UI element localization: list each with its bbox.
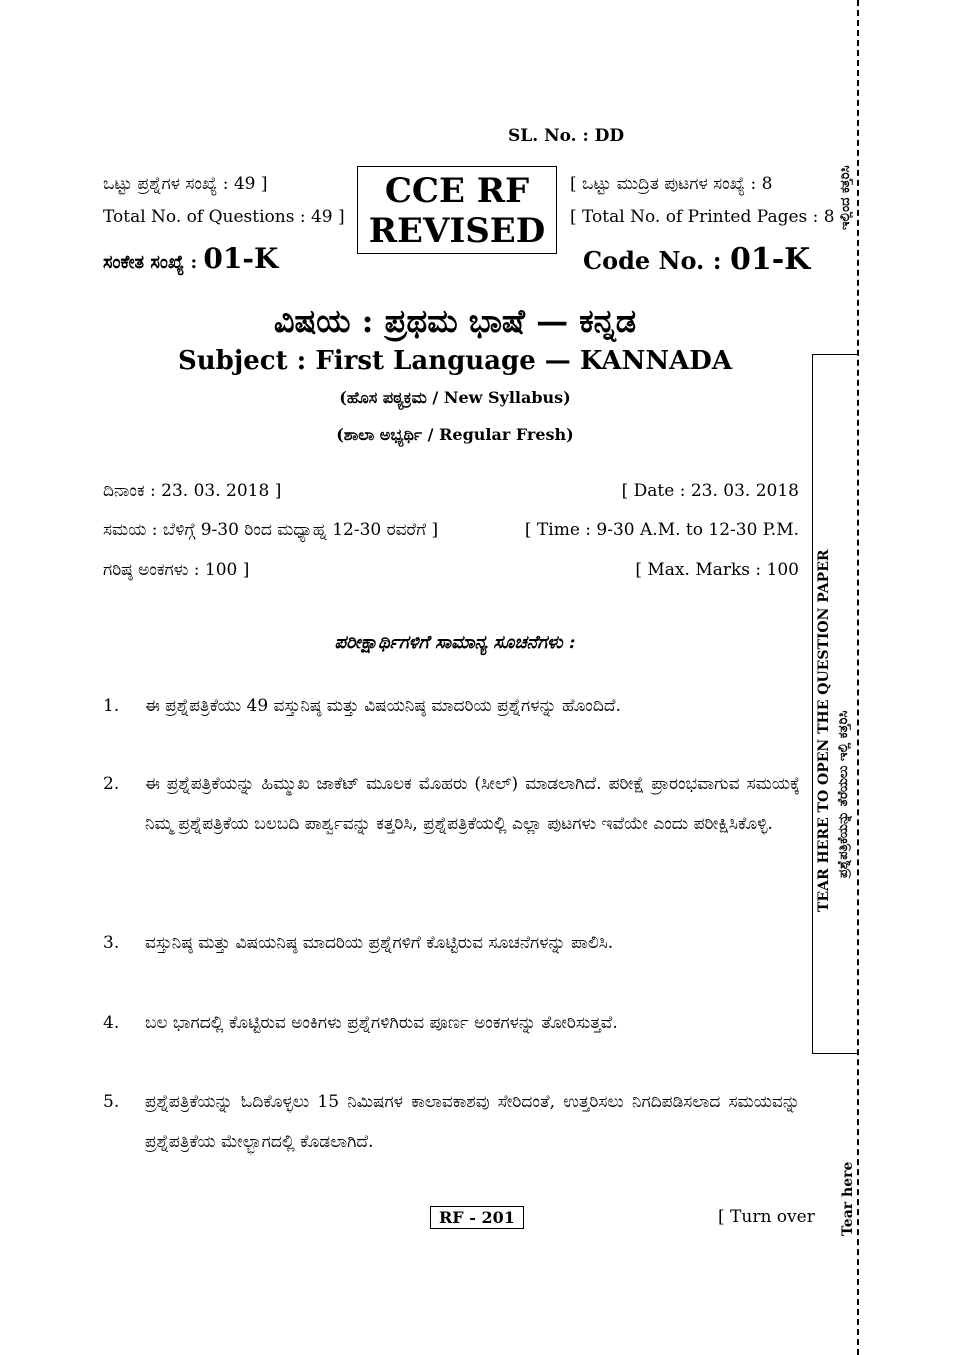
- total-pages-english: [ Total No. of Printed Pages : 8: [570, 207, 835, 227]
- syllabus-line: (ಹೊಸ ಪಠ್ಯಕ್ರಮ / New Syllabus): [339, 388, 571, 407]
- max-marks-english: [ Max. Marks : 100: [635, 560, 799, 580]
- tear-instruction-english: TEAR HERE TO OPEN THE QUESTION PAPER: [816, 549, 832, 912]
- instruction-number: 2.: [103, 774, 120, 794]
- paper-code-box: RF - 201: [430, 1206, 524, 1229]
- date-english: [ Date : 23. 03. 2018: [621, 481, 799, 501]
- instruction-number: 3.: [103, 933, 120, 953]
- code-value-kannada: 01-K: [203, 242, 279, 275]
- exam-title-line2: REVISED: [368, 211, 546, 251]
- serial-number: SL. No. : DD: [508, 126, 625, 146]
- instruction-text: ಈ ಪ್ರಶ್ನೆಪತ್ರಿಕೆಯನ್ನು ಹಿಮ್ಮುಖ ಜಾಕೆಟ್ ಮೂಲಕ ಮೊಹರು (ಸೀಲ್) ಮಾಡಲಾಗಿದೆ. ಪರೀಕ್ಷೆ ಪ್ರಾರಂಭವಾಗುವ ಸಮಯಕ್ಕೆ ನಿಮ್ಮ ಪ್ರಶ್ನೆಪತ್ರಿಕೆಯ ಬಲಬದಿ ಪಾರ್ಶ್ವವನ್ನು ಕತ್ತರಿಸಿ, ಪ್ರಶ್ನೆಪತ್ರಿಕೆಯಲ್ಲಿ ಎಲ್ಲಾ ಪುಟಗಳು ಇವೆಯೇ ಎಂದು ಪರೀಕ್ಷಿಸಿಕೊಳ್ಳಿ.: [145, 774, 800, 834]
- max-marks-kannada: ಗರಿಷ್ಠ ಅಂಕಗಳು : 100 ]: [103, 560, 250, 580]
- subject-kannada: ವಿಷಯ : ಪ್ರಥಮ ಭಾಷೆ — ಕನ್ನಡ: [273, 302, 637, 340]
- instruction-number: 1.: [103, 696, 120, 716]
- instruction-text: ಪ್ರಶ್ನೆಪತ್ರಿಕೆಯನ್ನು ಓದಿಕೊಳ್ಳಲು 15 ನಿಮಿಷಗಳ ಕಾಲಾವಕಾಶವು ಸೇರಿದಂತೆ, ಉತ್ತರಿಸಲು ನಿಗದಿಪಡಿಸಲಾದ ಸಮಯವನ್ನು ಪ್ರಶ್ನೆಪತ್ರಿಕೆಯ ಮೇಲ್ಭಾಗದಲ್ಲಿ ಕೊಡಲಾಗಿದೆ.: [145, 1092, 800, 1152]
- code-number-english: [583, 242, 810, 277]
- code-label-english: Code No. :: [583, 246, 730, 275]
- instruction-text: ಈ ಪ್ರಶ್ನೆಪತ್ರಿಕೆಯು 49 ವಸ್ತುನಿಷ್ಠ ಮತ್ತು ವಿಷಯನಿಷ್ಠ ಮಾದರಿಯ ಪ್ರಶ್ನೆಗಳನ್ನು ಹೊಂದಿದೆ.: [145, 696, 621, 716]
- code-number-kannada: [103, 242, 278, 275]
- tear-here-label: Tear here: [840, 1161, 856, 1236]
- tear-instruction-kannada: ಪ್ರಶ್ನೆಪತ್ರಿಕೆಯನ್ನು ತೆರೆಯಲು ಇಲ್ಲಿ ಕತ್ತರಿಸಿ: [836, 710, 851, 878]
- turn-over-note: [ Turn over: [718, 1207, 815, 1227]
- total-questions-kannada: ಒಟ್ಟು ಪ್ರಶ್ನೆಗಳ ಸಂಖ್ಯೆ : 49 ]: [103, 174, 268, 194]
- total-pages-kannada: [ ಒಟ್ಟು ಮುದ್ರಿತ ಪುಟಗಳ ಸಂಖ್ಯೆ : 8: [570, 174, 773, 194]
- instruction-number: 5.: [103, 1092, 120, 1112]
- code-label-kannada: ಸಂಕೇತ ಸಂಖ್ಯೆ :: [103, 252, 204, 273]
- instruction-text: ಬಲ ಭಾಗದಲ್ಲಿ ಕೊಟ್ಟಿರುವ ಅಂಕಿಗಳು ಪ್ರಶ್ನೆಗಳಿಗಿರುವ ಪೂರ್ಣ ಅಂಕಗಳನ್ನು ತೋರಿಸುತ್ತವೆ.: [145, 1013, 618, 1033]
- candidate-type-line: (ಶಾಲಾ ಅಭ್ಯರ್ಥಿ / Regular Fresh): [336, 425, 574, 444]
- instructions-heading: ಪರೀಕ್ಷಾರ್ಥಿಗಳಿಗೆ ಸಾಮಾನ್ಯ ಸೂಚನೆಗಳು :: [334, 632, 576, 653]
- tear-top-kannada: ಇಲ್ಲಿಂದ ಕತ್ತರಿಸಿ: [838, 165, 853, 230]
- exam-title-line1: CCE RF: [384, 171, 530, 211]
- total-questions-english: Total No. of Questions : 49 ]: [103, 207, 345, 227]
- instruction-number: 4.: [103, 1013, 120, 1033]
- exam-title-box: [357, 166, 557, 254]
- time-english: [ Time : 9-30 A.M. to 12-30 P.M.: [524, 520, 799, 540]
- instruction-text: ವಸ್ತುನಿಷ್ಠ ಮತ್ತು ವಿಷಯನಿಷ್ಠ ಮಾದರಿಯ ಪ್ರಶ್ನೆಗಳಿಗೆ ಕೊಟ್ಟಿರುವ ಸೂಚನೆಗಳನ್ನು ಪಾಲಿಸಿ.: [145, 933, 614, 953]
- time-kannada: ಸಮಯ : ಬೆಳಿಗ್ಗೆ 9-30 ರಿಂದ ಮಧ್ಯಾಹ್ನ 12-30 ರವರೆಗೆ ]: [103, 520, 439, 540]
- date-kannada: ದಿನಾಂಕ : 23. 03. 2018 ]: [103, 481, 282, 501]
- code-value-english: 01-K: [729, 242, 811, 277]
- subject-english: Subject : First Language — KANNADA: [177, 346, 732, 376]
